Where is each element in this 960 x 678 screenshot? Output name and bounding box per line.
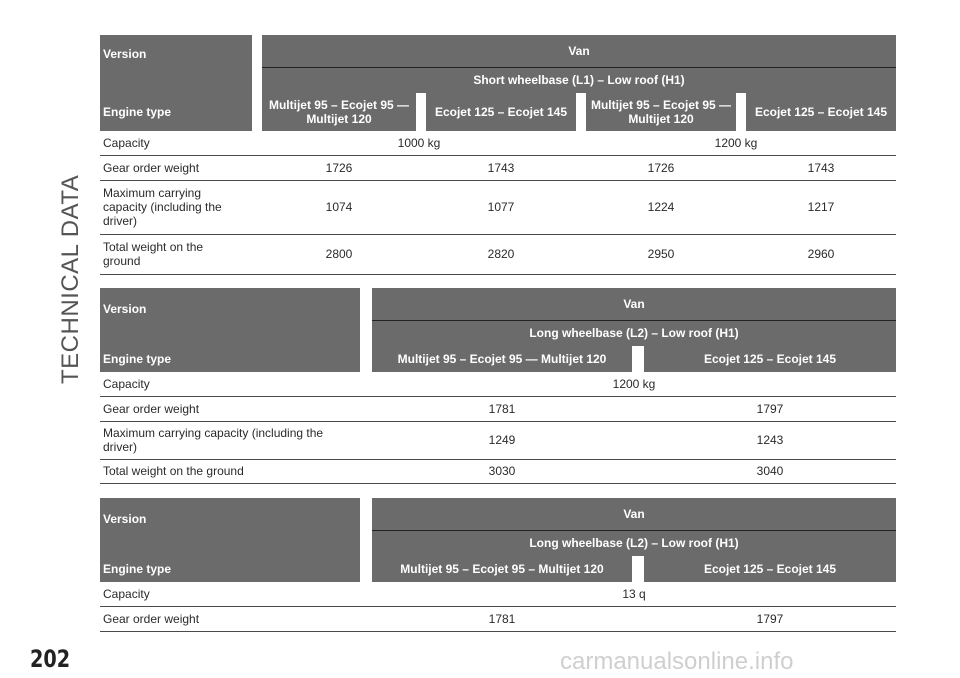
table-row: Gear order weight 1781 1797 <box>100 606 896 631</box>
engine-type-label: Engine type <box>100 346 360 372</box>
version-label: Version <box>100 498 360 556</box>
table-row: Capacity 1200 kg <box>100 372 896 396</box>
wheelbase-header: Long wheelbase (L2) – Low roof (H1) <box>372 530 896 556</box>
version-value: Van <box>372 498 896 530</box>
table-row: Capacity 1000 kg 1200 kg <box>100 131 896 155</box>
version-value: Van <box>262 35 896 67</box>
weights-table-l1 <box>100 35 896 275</box>
table-row: Gear order weight 1726 1743 1726 1743 <box>100 155 896 180</box>
version-value: Van <box>372 288 896 320</box>
engine-col-1: Multijet 95 – Ecojet 95 — Multijet 120 <box>262 93 416 131</box>
table-row: Maximum carrying capacity (including the driver) 1249 1243 <box>100 421 896 459</box>
wheelbase-header: Long wheelbase (L2) – Low roof (H1) <box>372 320 896 346</box>
page-number: 202 <box>30 645 71 673</box>
engine-col-2: Ecojet 125 – Ecojet 145 <box>644 346 896 372</box>
section-title: TECHNICAL DATA <box>57 174 84 384</box>
engine-col-2: Ecojet 125 – Ecojet 145 <box>426 93 576 131</box>
engine-type-label: Engine type <box>100 556 360 582</box>
wheelbase-header: Short wheelbase (L1) – Low roof (H1) <box>262 67 896 93</box>
engine-col-1: Multijet 95 – Ecojet 95 — Multijet 120 <box>372 346 632 372</box>
table-row: Total weight on the ground 2800 2820 2950 2960 <box>100 234 896 274</box>
watermark: carmanualsonline.info <box>560 648 794 675</box>
version-label: Version <box>100 288 360 346</box>
engine-col-4: Ecojet 125 – Ecojet 145 <box>746 93 896 131</box>
engine-type-label: Engine type <box>100 93 252 131</box>
engine-col-2: Ecojet 125 – Ecojet 145 <box>644 556 896 582</box>
engine-col-3: Multijet 95 – Ecojet 95 — Multijet 120 <box>586 93 736 131</box>
table-row: Maximum carrying capacity (including the driver) 1074 1077 1224 1217 <box>100 180 896 234</box>
weights-table-l2-q <box>100 498 896 632</box>
table-row: Gear order weight 1781 1797 <box>100 396 896 421</box>
table-row: Capacity 13 q <box>100 582 896 606</box>
weights-table-l2 <box>100 288 896 484</box>
table-row: Total weight on the ground 3030 3040 <box>100 459 896 483</box>
version-label: Version <box>100 35 252 93</box>
engine-col-1: Multijet 95 – Ecojet 95 – Multijet 120 <box>372 556 632 582</box>
